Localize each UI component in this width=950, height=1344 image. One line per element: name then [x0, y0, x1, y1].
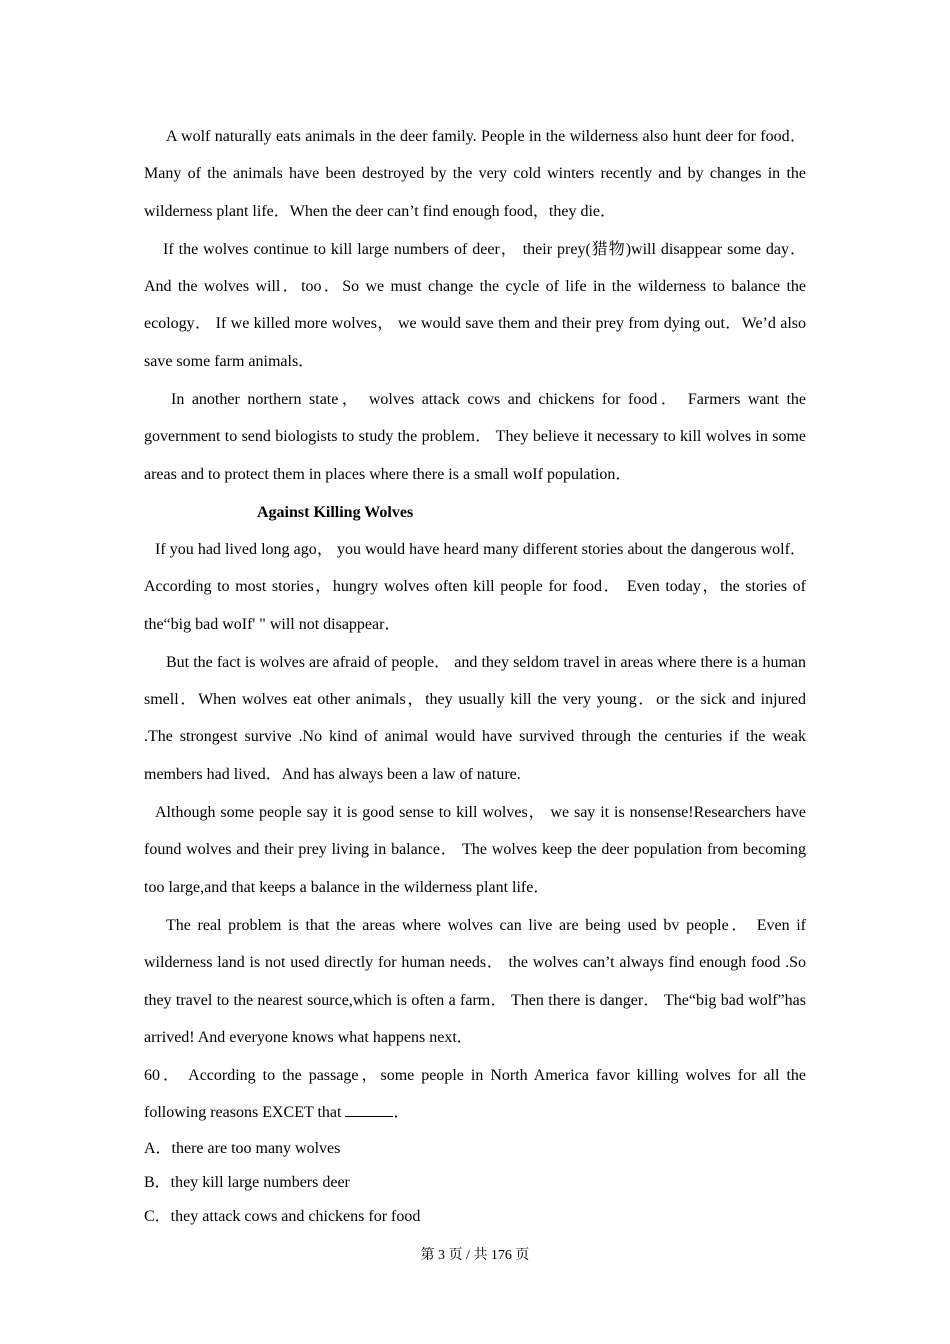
- answer-blank: [345, 1102, 393, 1117]
- paragraph: If you had lived long ago， you would have heard many different stories about the dangerous wolf．According to most stories，hungry wolves often kill people for food． Even today，the stories of the“big bad woIf' " will not disappear．: [144, 540, 806, 633]
- page-footer: 第 3 页 / 共 176 页: [420, 1248, 530, 1263]
- paragraph: But the fact is wolves are afraid of people． and they seldom travel in areas where there is a human smell．When wolves eat other animals，they usually kill the very young．or the sick and injured .The strongest survive .No kind of animal would have survived through the centuries if the weak members had lived．And has always been a law of nature.: [144, 653, 806, 783]
- paragraph: Although some people say it is good sense to kill wolves， we say it is nonsense!Researchers have found wolves and their prey living in balance． The wolves keep the deer population from becoming too large,and that keeps a balance in the wilderness plant life．: [144, 804, 806, 896]
- paragraph: A wolf naturally eats animals in the deer family. People in the wilderness also hunt deer for food．Many of the animals have been destroyed by the very cold winters recently and by changes in the wilderness plant life．When the deer can’t find enough food，they die．: [144, 128, 806, 220]
- section-heading: Against Killing Wolves: [257, 503, 414, 521]
- question-stem: [144, 1057, 806, 1132]
- question-end: ．: [393, 1104, 410, 1122]
- paragraph: In another northern state， wolves attack cows and chickens for food． Farmers want the government to send biologists to study the problem． They believe it necessary to kill wolves in some areas and to protect them in places where there is a small woIf population．: [144, 391, 806, 483]
- page-content: [144, 118, 806, 1234]
- paragraph: If the wolves continue to kill large numbers of deer， their prey(猎物)will disappear some day．And the wolves will．too．So we must change the cycle of life in the wilderness to balance the ecology． If we killed more wolves， we would save them and their prey from dying out．We’d also save some farm animals．: [144, 240, 806, 370]
- paragraph: The real problem is that the areas where wolves can live are being used bv people． Even if wilderness land is not used directly for human needs． the wolves can’t always find enough food .So they travel to the nearest source,which is often a farm． Then there is danger． The“big bad wolf”has arrived! And everyone knows what happens next．: [144, 916, 806, 1046]
- option-a: A．there are too many wolves: [144, 1139, 341, 1157]
- option-c: C．they attack cows and chickens for food: [144, 1207, 421, 1225]
- question-text: 60． According to the passage，some people in North America favor killing wolves for all the following reasons EXCET that: [144, 1067, 806, 1122]
- option-b: B．they kill large numbers deer: [144, 1173, 350, 1191]
